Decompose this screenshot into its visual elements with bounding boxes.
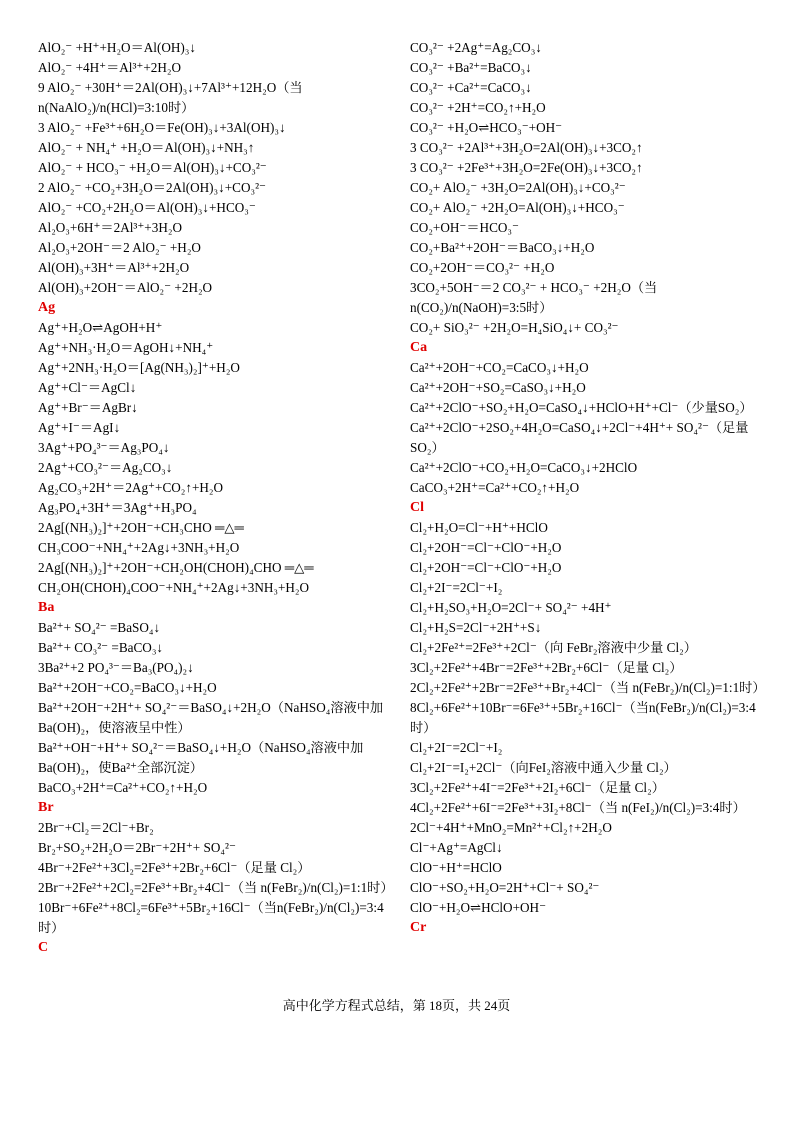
equation-line: 3 CO₃²⁻ +2Al³⁺+3H₂O=2Al(OH)₃↓+3CO₂↑: [410, 140, 643, 155]
equation-line: Cl₂+H₂O=Cl⁻+H⁺+HClO: [410, 520, 548, 535]
equation-line: CO₂+2OH⁻＝CO₃²⁻ +H₂O: [410, 260, 555, 275]
equation-line: Cl₂+2I⁻=I₂+2Cl⁻（向FeI₂溶液中通入少量 Cl₂）: [410, 760, 677, 775]
equation-line: 3Cl₂+2Fe²⁺+4I⁻=2Fe³⁺+2I₂+6Cl⁻（足量 Cl₂）: [410, 780, 665, 795]
element-heading: Ca: [410, 340, 428, 355]
equation-line: 2Br⁻+Cl₂＝2Cl⁻+Br₂: [38, 820, 154, 835]
equation-line: 10Br⁻+6Fe²⁺+8Cl₂=6Fe³⁺+5Br₂+16Cl⁻（当n(FeBr₂)/n(Cl₂)=3:4时）: [38, 900, 384, 935]
element-heading: Ba: [38, 600, 55, 615]
equation-line: CO₃²⁻ +2Ag⁺=Ag₂CO₃↓: [410, 40, 542, 55]
left-column: [38, 38, 394, 958]
equation-line: 2Br⁻+2Fe²⁺+2Cl₂=2Fe³⁺+Br₂+4Cl⁻（当 n(FeBr₂)/n(Cl₂)=1:1时）: [38, 880, 394, 895]
equation-line: CO₂+ AlO₂⁻ +2H₂O=Al(OH)₃↓+HCO₃⁻: [410, 200, 625, 215]
equation-line: CO₃²⁻ +Ba²⁺=BaCO₃↓: [410, 60, 532, 75]
equation-line: Cl₂+2OH⁻=Cl⁻+ClO⁻+H₂O: [410, 560, 562, 575]
equation-line: Ca²⁺+2ClO⁻+SO₂+H₂O=CaSO₄↓+HClO+H⁺+Cl⁻（少量SO₂）: [410, 400, 753, 415]
equation-line: Ba²⁺+ SO₄²⁻ =BaSO₄↓: [38, 620, 161, 635]
equation-line: Cl⁻+Ag⁺=AgCl↓: [410, 840, 503, 855]
equation-line: Ag⁺+I⁻＝AgI↓: [38, 420, 121, 435]
equation-line: Cl₂+2I⁻=2Cl⁻+I₂: [410, 580, 503, 595]
equation-line: Ag₂CO₃+2H⁺＝2Ag⁺+CO₂↑+H₂O: [38, 480, 224, 495]
equation-line: 2 AlO₂⁻ +CO₂+3H₂O＝2Al(OH)₃↓+CO₃²⁻: [38, 180, 267, 195]
equation-line: 4Cl₂+2Fe²⁺+6I⁻=2Fe³⁺+3I₂+8Cl⁻（当 n(FeI₂)/n(Cl₂)=3:4时）: [410, 800, 746, 815]
equation-line: AlO₂⁻ +4H⁺＝Al³⁺+2H₂O: [38, 60, 182, 75]
equation-line: ClO⁻+H₂O⇌HClO+OH⁻: [410, 900, 547, 915]
equation-line: 2Ag[(NH₃)₂]⁺+2OH⁻+CH₂OH(CHOH)₄CHO ═△═ CH₂OH(CHOH)₄COO⁻+NH₄⁺+2Ag↓+3NH₃+H₂O: [38, 560, 314, 595]
equation-line: Ca²⁺+2ClO⁻+CO₂+H₂O=CaCO₃↓+2HClO: [410, 460, 638, 475]
equation-line: AlO₂⁻ +CO₂+2H₂O＝Al(OH)₃↓+HCO₃⁻: [38, 200, 256, 215]
equation-line: 3Cl₂+2Fe²⁺+4Br⁻=2Fe³⁺+2Br₂+6Cl⁻（足量 Cl₂）: [410, 660, 683, 675]
equation-line: 2Ag[(NH₃)₂]⁺+2OH⁻+CH₃CHO ═△═ CH₃COO⁻+NH₄⁺+2Ag↓+3NH₃+H₂O: [38, 520, 244, 555]
equation-line: Ag⁺+Cl⁻＝AgCl↓: [38, 380, 137, 395]
element-heading: Cr: [410, 920, 427, 935]
equation-line: Ag⁺+Br⁻＝AgBr↓: [38, 400, 138, 415]
equation-line: AlO₂⁻ + NH₄⁺ +H₂O＝Al(OH)₃↓+NH₃↑: [38, 140, 255, 155]
equation-line: Ag₃PO₄+3H⁺＝3Ag⁺+H₃PO₄: [38, 500, 197, 515]
equation-line: AlO₂⁻ + HCO₃⁻ +H₂O＝Al(OH)₃↓+CO₃²⁻: [38, 160, 267, 175]
equation-line: Cl₂+2OH⁻=Cl⁻+ClO⁻+H₂O: [410, 540, 562, 555]
equation-line: 3Ba²⁺+2 PO₄³⁻＝Ba₃(PO₄)₂↓: [38, 660, 194, 675]
equation-line: Ag⁺+2NH₃·H₂O＝[Ag(NH₃)₂]⁺+H₂O: [38, 360, 240, 375]
equation-line: CO₂+Ba²⁺+2OH⁻＝BaCO₃↓+H₂O: [410, 240, 595, 255]
equation-line: CO₃²⁻ +H₂O⇌HCO₃⁻+OH⁻: [410, 120, 563, 135]
equation-line: 2Cl₂+2Fe²⁺+2Br⁻=2Fe³⁺+Br₂+4Cl⁻（当 n(FeBr₂)/n(Cl₂)=1:1时）: [410, 680, 766, 695]
equation-line: BaCO₃+2H⁺=Ca²⁺+CO₂↑+H₂O: [38, 780, 208, 795]
equation-line: Br₂+SO₂+2H₂O＝2Br⁻+2H⁺+ SO₄²⁻: [38, 840, 236, 855]
page-footer: 高中化学方程式总结，第 18页，共 24页: [282, 998, 511, 1013]
equation-line: 9 AlO₂⁻ +30H⁺＝2Al(OH)₃↓+7Al³⁺+12H₂O（当n(NaAlO₂)/n(HCl)=3:10时）: [38, 80, 303, 115]
equation-line: Ca²⁺+2OH⁻+CO₂=CaCO₃↓+H₂O: [410, 360, 589, 375]
equation-line: Ba²⁺+2OH⁻+2H⁺+ SO₄²⁻＝BaSO₄↓+2H₂O（NaHSO₄溶液中加Ba(OH)₂，使溶液呈中性）: [38, 700, 384, 735]
equation-line: Ag⁺+NH₃·H₂O＝AgOH↓+NH₄⁺: [38, 340, 214, 355]
equation-line: 3CO₂+5OH⁻＝2 CO₃²⁻ + HCO₃⁻ +2H₂O（当n(CO₂)/n(NaOH)=3:5时）: [410, 280, 658, 315]
element-heading: Br: [38, 800, 54, 815]
equation-line: CO₂+ AlO₂⁻ +3H₂O=2Al(OH)₃↓+CO₃²⁻: [410, 180, 626, 195]
element-heading: C: [38, 940, 49, 955]
equation-line: Ba²⁺+2OH⁻+CO₂=BaCO₃↓+H₂O: [38, 680, 217, 695]
equation-line: 3Ag⁺+PO₄³⁻＝Ag₃PO₄↓: [38, 440, 170, 455]
equation-line: CO₂+ SiO₃²⁻ +2H₂O=H₄SiO₄↓+ CO₃²⁻: [410, 320, 619, 335]
equation-line: Ba²⁺+ CO₃²⁻ =BaCO₃↓: [38, 640, 164, 655]
element-heading: Ag: [38, 300, 56, 315]
equation-line: CO₂+OH⁻＝HCO₃⁻: [410, 220, 519, 235]
equation-line: 2Ag⁺+CO₃²⁻＝Ag₂CO₃↓: [38, 460, 173, 475]
equation-line: 3 CO₃²⁻ +2Fe³⁺+3H₂O=2Fe(OH)₃↓+3CO₂↑: [410, 160, 643, 175]
equation-line: Cl₂+H₂SO₃+H₂O=2Cl⁻+ SO₄²⁻ +4H⁺: [410, 600, 612, 615]
equation-line: Al(OH)₃+2OH⁻＝AlO₂⁻ +2H₂O: [38, 280, 213, 295]
equation-line: AlO₂⁻ +H⁺+H₂O＝Al(OH)₃↓: [38, 40, 196, 55]
equation-line: 4Br⁻+2Fe²⁺+3Cl₂=2Fe³⁺+2Br₂+6Cl⁻（足量 Cl₂）: [38, 860, 311, 875]
equation-line: 3 AlO₂⁻ +Fe³⁺+6H₂O＝Fe(OH)₃↓+3Al(OH)₃↓: [38, 120, 286, 135]
equation-line: 2Cl⁻+4H⁺+MnO₂=Mn²⁺+Cl₂↑+2H₂O: [410, 820, 612, 835]
equation-line: Al(OH)₃+3H⁺＝Al³⁺+2H₂O: [38, 260, 190, 275]
equation-line: ClO⁻+SO₂+H₂O=2H⁺+Cl⁻+ SO₄²⁻: [410, 880, 600, 895]
equation-line: Al₂O₃+2OH⁻＝2 AlO₂⁻ +H₂O: [38, 240, 201, 255]
equation-line: 8Cl₂+6Fe²⁺+10Br⁻=6Fe³⁺+5Br₂+16Cl⁻（当n(FeBr₂)/n(Cl₂)=3:4时）: [410, 700, 756, 735]
equation-line: Ca²⁺+2OH⁻+SO₂=CaSO₃↓+H₂O: [410, 380, 586, 395]
equation-line: Ca²⁺+2ClO⁻+2SO₂+4H₂O=CaSO₄↓+2Cl⁻+4H⁺+ SO₄²⁻（足量 SO₂）: [410, 420, 749, 455]
right-column: [410, 38, 770, 938]
equation-line: ClO⁻+H⁺=HClO: [410, 860, 502, 875]
element-heading: Cl: [410, 500, 424, 515]
equation-line: CO₃²⁻ +Ca²⁺=CaCO₃↓: [410, 80, 532, 95]
equation-line: CO₃²⁻ +2H⁺=CO₂↑+H₂O: [410, 100, 546, 115]
equation-line: CaCO₃+2H⁺=Ca²⁺+CO₂↑+H₂O: [410, 480, 580, 495]
equation-line: Ba²⁺+OH⁻+H⁺+ SO₄²⁻＝BaSO₄↓+H₂O（NaHSO₄溶液中加Ba(OH)₂，使Ba²⁺全部沉淀）: [38, 740, 364, 775]
equation-line: Cl₂+H₂S=2Cl⁻+2H⁺+S↓: [410, 620, 542, 635]
equation-line: Cl₂+2I⁻=2Cl⁻+I₂: [410, 740, 503, 755]
equation-line: Cl₂+2Fe²⁺=2Fe³⁺+2Cl⁻（向 FeBr₂溶液中少量 Cl₂）: [410, 640, 697, 655]
equation-line: Al₂O₃+6H⁺＝2Al³⁺+3H₂O: [38, 220, 182, 235]
equation-line: Ag⁺+H₂O⇌AgOH+H⁺: [38, 320, 163, 335]
